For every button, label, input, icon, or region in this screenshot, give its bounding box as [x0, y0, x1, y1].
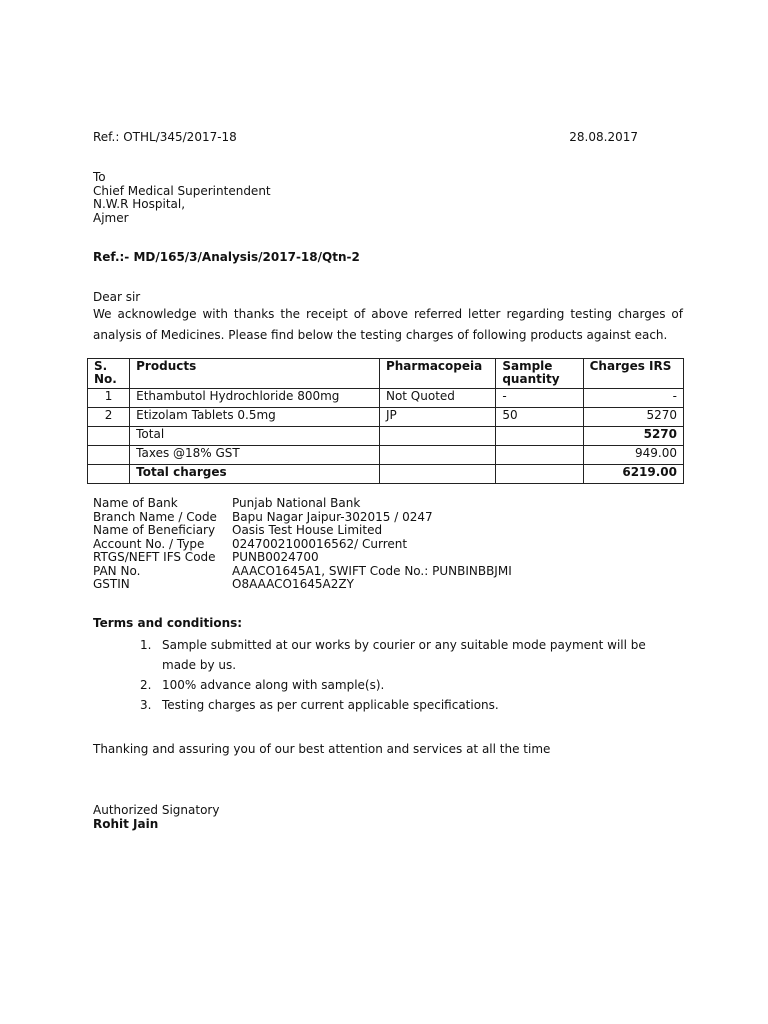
bank-key: Name of Beneficiary [93, 523, 216, 537]
bank-key: Account No. / Type [93, 536, 205, 551]
cell-charges: 5270 [583, 408, 683, 427]
term-number: 1. [140, 638, 152, 652]
term-text: Sample submitted at our works by courier or any suitable mode payment will be made by us. [162, 638, 646, 672]
bank-row [93, 578, 512, 592]
closing-line: Thanking and assuring you of our best attention and services at all the time [93, 742, 551, 756]
to-label: To [93, 170, 106, 184]
cell-sample-quantity: 50 [496, 408, 583, 427]
total-row [88, 427, 684, 446]
cell-sn: 2 [88, 408, 130, 427]
list-item [140, 695, 683, 715]
bank-value: Oasis Test House Limited [232, 523, 383, 537]
signatory-block [93, 804, 219, 831]
recipient-org: N.W.R Hospital, [93, 197, 186, 211]
bank-key: RTGS/NEFT IFS Code [93, 550, 216, 564]
bank-key: Branch Name / Code [93, 509, 217, 524]
cell-empty [379, 446, 495, 465]
tax-value: 949.00 [583, 446, 683, 465]
salutation: Dear sir [93, 290, 141, 304]
terms-list [93, 635, 683, 715]
cell-empty [379, 465, 495, 484]
tax-row [88, 446, 684, 465]
cell-pharmacopeia: Not Quoted [379, 389, 495, 408]
bank-value: AAACO1645A1, SWIFT Code No.: PUNBINBBJMI [232, 563, 512, 578]
table-row [88, 389, 684, 408]
list-item [140, 675, 683, 695]
bank-row [93, 497, 512, 511]
bank-value: PUNB0024700 [232, 550, 319, 564]
cell-pharmacopeia: JP [379, 408, 495, 427]
bank-key: Name of Bank [93, 496, 178, 510]
cell-empty [88, 465, 130, 484]
letter-date: 28.08.2017 [569, 130, 638, 144]
table-header-row [88, 359, 684, 389]
cell-empty [88, 446, 130, 465]
term-text: Testing charges as per current applicable specifications. [162, 698, 499, 712]
cell-empty [88, 427, 130, 446]
bank-value: 0247002100016562/ Current [232, 536, 408, 551]
header-sn: S. No. [88, 359, 130, 389]
grand-total-row [88, 465, 684, 484]
total-label: Total [130, 427, 380, 446]
cell-product: Etizolam Tablets 0.5mg [130, 408, 380, 427]
grand-total-value: 6219.00 [583, 465, 683, 484]
header-products: Products [130, 359, 380, 389]
cell-empty [496, 446, 583, 465]
header-pharmacopeia: Pharmacopeia [379, 359, 495, 389]
bank-row [93, 538, 512, 552]
bank-value: O8AAACO1645A2ZY [232, 577, 354, 591]
intro-paragraph: We acknowledge with thanks the receipt of above referred letter regarding testing charges of analysis of Medicines. Please find below the testing charges of following products against each. [93, 307, 683, 342]
recipient-address [93, 171, 271, 225]
signatory-label: Authorized Signatory [93, 803, 220, 817]
cell-sample-quantity: - [496, 389, 583, 408]
signatory-name: Rohit Jain [93, 816, 159, 831]
terms-title: Terms and conditions: [93, 616, 243, 630]
cell-sn: 1 [88, 389, 130, 408]
subject-reference: Ref.:- MD/165/3/Analysis/2017-18/Qtn-2 [93, 250, 360, 264]
bank-row [93, 565, 512, 579]
term-text: 100% advance along with sample(s). [162, 678, 385, 692]
total-value: 5270 [583, 427, 683, 446]
bank-row [93, 524, 512, 538]
bank-details [93, 497, 512, 592]
bank-key: PAN No. [93, 563, 141, 578]
reference-row [93, 131, 638, 145]
tax-label: Taxes @18% GST [130, 446, 380, 465]
header-charges: Charges IRS [583, 359, 683, 389]
list-item [140, 635, 683, 675]
recipient-title: Chief Medical Superintendent [93, 183, 271, 198]
bank-key: GSTIN [93, 577, 130, 591]
recipient-city: Ajmer [93, 210, 129, 225]
term-number: 3. [140, 698, 152, 712]
bank-value: Bapu Nagar Jaipur-302015 / 0247 [232, 509, 433, 524]
table-row [88, 408, 684, 427]
reference-number: Ref.: OTHL/345/2017-18 [93, 130, 237, 144]
cell-charges: - [583, 389, 683, 408]
header-sample-quantity: Sample quantity [496, 359, 583, 389]
cell-empty [379, 427, 495, 446]
cell-empty [496, 465, 583, 484]
bank-row [93, 551, 512, 565]
charges-table [87, 358, 684, 484]
bank-row [93, 511, 512, 525]
bank-value: Punjab National Bank [232, 496, 361, 510]
grand-total-label: Total charges [130, 465, 380, 484]
cell-product: Ethambutol Hydrochloride 800mg [130, 389, 380, 408]
term-number: 2. [140, 678, 152, 692]
cell-empty [496, 427, 583, 446]
